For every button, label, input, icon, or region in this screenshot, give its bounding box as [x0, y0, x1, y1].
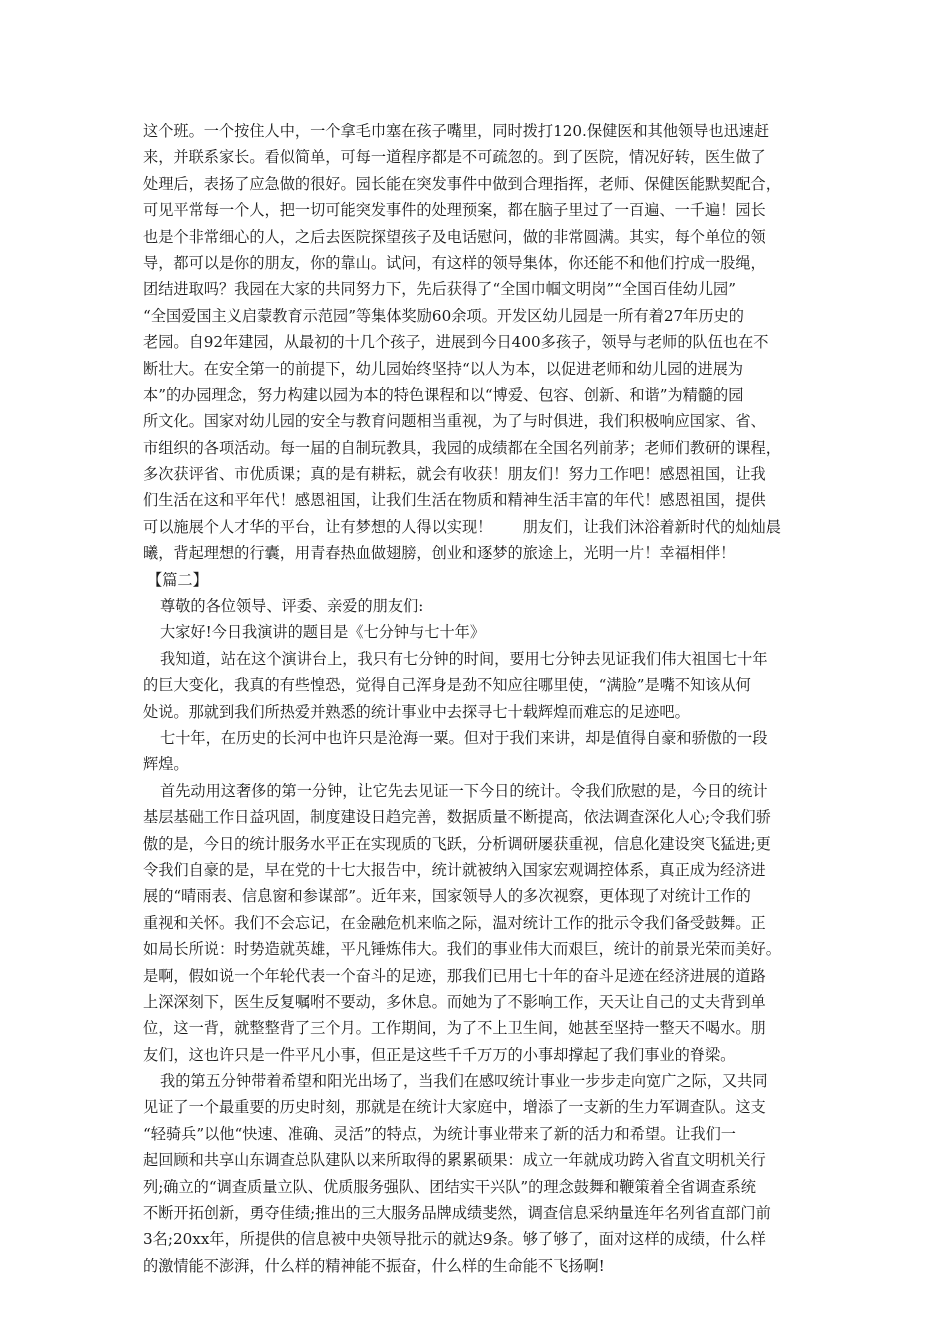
text-line: 多次获评省、市优质课；真的是有耕耘，就会有收获！朋友们！努力工作吧！感恩祖国，让我	[143, 465, 766, 484]
text-line: 基层基础工作日益巩固，制度建设日趋完善，数据质量不断提高，依法调查深化人心;令我们骄	[143, 808, 771, 827]
text-line: 辉煌。	[143, 755, 189, 774]
text-line: 所文化。国家对幼儿园的安全与教育问题相当重视，为了与时俱进，我们积极响应国家、省、	[143, 412, 766, 431]
text-line: 我知道，站在这个演讲台上，我只有七分钟的时间，要用七分钟去见证我们伟大祖国七十年	[160, 649, 768, 668]
text-line: 处说。那就到我们所热爱并熟悉的统计事业中去探寻七十载辉煌而难忘的足迹吧。	[143, 702, 690, 721]
section-heading: 【篇二】	[147, 570, 208, 589]
text-line: 是啊，假如说一个年轮代表一个奋斗的足迹，那我们已用七十年的奋斗足迹在经济进展的道路	[143, 966, 766, 985]
text-line: “全国爱国主义启蒙教育示范园”等集体奖励60余项。开发区幼儿园是一所有着27年历史的	[143, 306, 744, 325]
text-line: 列;确立的“调查质量立队、优质服务强队、团结实干兴队”的理念鼓舞和鞭策着全省调查系统	[143, 1177, 756, 1196]
text-line: 上深深刻下，医生反复嘱咐不要动，多休息。而她为了不影响工作，天天让自己的丈夫背到单	[143, 992, 766, 1011]
text-line: 重视和关怀。我们不会忘记，在金融危机来临之际，温对统计工作的批示令我们备受鼓舞。正	[143, 913, 766, 932]
text-line: 们生活在这和平年代！感恩祖国，让我们生活在物质和精神生活丰富的年代！感恩祖国，提供	[143, 491, 766, 510]
document-page	[143, 118, 808, 1279]
text-line: 断壮大。在安全第一的前提下，幼儿园始终坚持“以人为本，以促进老师和幼儿园的进展为	[143, 359, 744, 378]
text-line: 起回顾和共享山东调查总队建队以来所取得的累累硕果：成立一年就成功跨入省直文明机关行	[143, 1151, 766, 1170]
text-line: 我的第五分钟带着希望和阳光出场了，当我们在感叹统计事业一步步走向宽广之际，又共同	[160, 1072, 768, 1091]
text-line: 位，这一背，就整整背了三个月。工作期间，为了不上卫生间，她甚至坚持一整天不喝水。朋	[143, 1019, 766, 1038]
text-line: 友们，这也许只是一件平凡小事，但正是这些千千万万的小事却撑起了我们事业的脊梁。	[143, 1045, 736, 1064]
text-line: 本”的办园理念，努力构建以园为本的特色课程和以“博爱、包容、创新、和谐”为精髓的园	[143, 385, 744, 404]
text-line: 市组织的各项活动。每一届的自制玩教具，我园的成绩都在全国名列前茅；老师们教研的课程，	[143, 438, 781, 457]
text-line: 的激情能不澎湃，什么样的精神能不振奋，什么样的生命能不飞扬啊!	[143, 1256, 605, 1275]
text-line: 展的“晴雨表、信息窗和参谋部”。近年来，国家领导人的多次视察，更体现了对统计工作的	[143, 887, 751, 906]
text-line: 见证了一个最重要的历史时刻，那就是在统计大家庭中，增添了一支新的生力军调查队。这支	[143, 1098, 766, 1117]
text-line: 的巨大变化，我真的有些惶恐，觉得自己浑身是劲不知应往哪里使，“满脸”是嘴不知该从何	[143, 676, 751, 695]
text-line: 3名;20xx年，所提供的信息被中央领导批示的就达9条。够了够了，面对这样的成绩，什么样	[143, 1230, 766, 1249]
text-line: 可以施展个人才华的平台，让有梦想的人得以实现！ 朋友们，让我们沐浴着新时代的灿灿晨	[143, 517, 781, 536]
text-line: 来，并联系家长。看似简单，可每一道程序都是不可疏忽的。到了医院，情况好转，医生做了	[143, 148, 766, 167]
text-line: 可见平常每一个人，把一切可能突发事件的处理预案，都在脑子里过了一百遍、一千遍！园长	[143, 201, 766, 220]
text-line: “轻骑兵”以他“快速、准确、灵活”的特点，为统计事业带来了新的活力和希望。让我们一	[143, 1124, 736, 1143]
text-line: 大家好!今日我演讲的题目是《七分钟与七十年》	[160, 623, 486, 642]
text-line: 团结进取吗？我园在大家的共同努力下，先后获得了“全国巾帼文明岗”“全国百佳幼儿园”	[143, 280, 736, 299]
text-line: 处理后，表扬了应急做的很好。园长能在突发事件中做到合理指挥，老师、保健医能默契配合，	[143, 174, 781, 193]
text-line: 这个班。一个按住人中，一个拿毛巾塞在孩子嘴里，同时拨打120.保健医和其他领导也迅速赶	[143, 122, 770, 140]
text-line: 尊敬的各位领导、评委、亲爱的朋友们:	[160, 597, 424, 616]
text-line: 曦，背起理想的行囊，用青春热血做翅膀，创业和逐梦的旅途上，光明一片！幸福相伴！	[143, 544, 736, 563]
text-line: 首先动用这奢侈的第一分钟，让它先去见证一下今日的统计。令我们欣慰的是，今日的统计	[160, 781, 768, 800]
text-line: 如局长所说：时势造就英雄，平凡锤炼伟大。我们的事业伟大而艰巨，统计的前景光荣而美好。	[143, 940, 781, 959]
text-line: 七十年，在历史的长河中也许只是沧海一粟。但对于我们来讲，却是值得自豪和骄傲的一段	[160, 728, 768, 747]
text-line: 令我们自豪的是，早在党的十七大报告中，统计就被纳入国家宏观调控体系，真正成为经济进	[143, 860, 766, 879]
text-line: 老园。自92年建园，从最初的十几个孩子，进展到今日400多孩子，领导与老师的队伍也在不	[143, 333, 769, 352]
text-line: 也是个非常细心的人，之后去医院探望孩子及电话慰问，做的非常圆满。其实，每个单位的领	[143, 227, 766, 246]
text-line: 导，都可以是你的朋友，你的靠山。试问，有这样的领导集体，你还能不和他们拧成一股绳，	[143, 253, 766, 272]
text-line: 傲的是，今日的统计服务水平正在实现质的飞跃，分析调研屡获重视，信息化建设突飞猛进;更	[143, 834, 771, 853]
text-line: 不断开拓创新，勇夺佳绩;推出的三大服务品牌成绩斐然，调查信息采纳量连年名列省直部门前	[143, 1204, 771, 1223]
